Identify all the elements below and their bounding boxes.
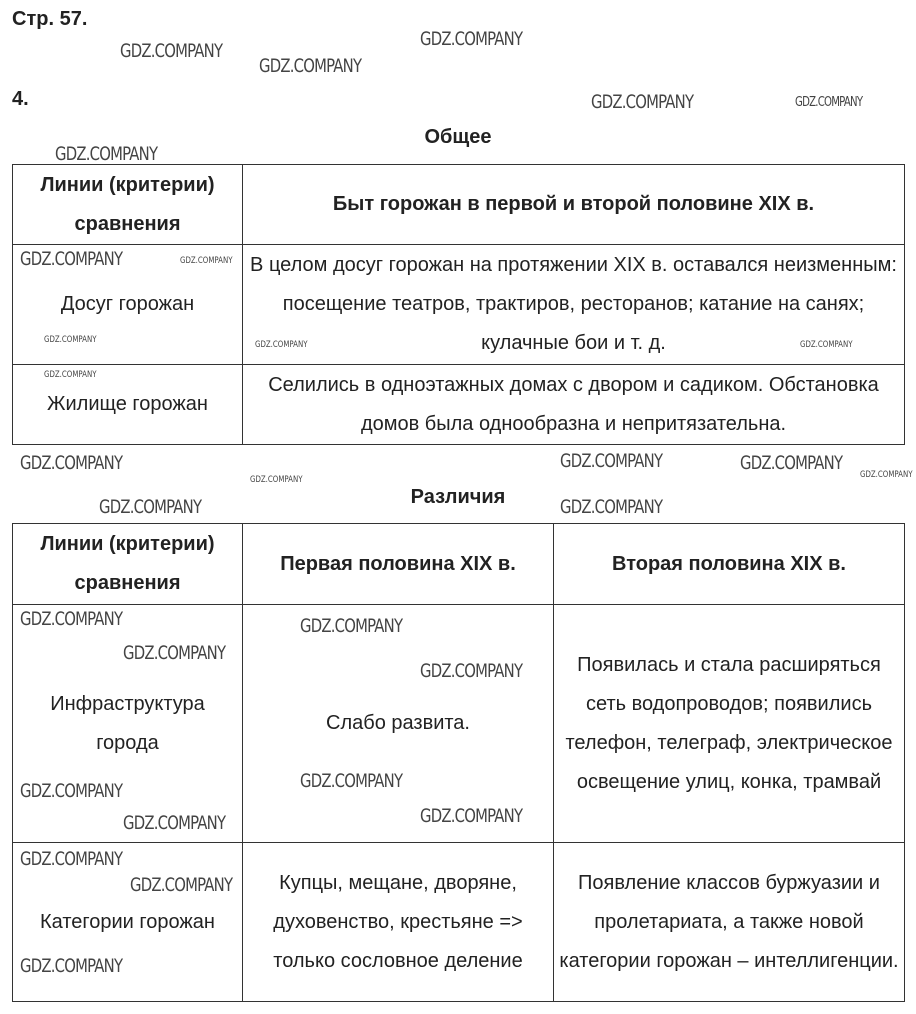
value-cell: Купцы, мещане, дворяне, духовенство, крестьяне => только сословное деление (243, 843, 554, 1002)
watermark: GDZ.COMPANY (259, 55, 362, 77)
watermark: GDZ.COMPANY (800, 340, 853, 350)
watermark: GDZ.COMPANY (130, 874, 233, 896)
value-cell: В целом досуг горожан на протяжении XIX в. оставался неизменным: посещение театров, трактиров, ресторанов; катание на санях; кулачные бои и т. д. (243, 245, 905, 365)
watermark: GDZ.COMPANY (860, 470, 913, 480)
watermark: GDZ.COMPANY (20, 608, 123, 630)
differences-table (12, 523, 905, 1002)
table-row (13, 605, 905, 843)
watermark: GDZ.COMPANY (420, 805, 523, 827)
watermark: GDZ.COMPANY (795, 95, 863, 110)
common-title: Общее (424, 126, 492, 148)
watermark: GDZ.COMPANY (420, 28, 523, 50)
watermark: GDZ.COMPANY (420, 660, 523, 682)
watermark: GDZ.COMPANY (20, 955, 123, 977)
table-header-row (13, 524, 905, 605)
task-number: 4. (12, 88, 29, 110)
watermark: GDZ.COMPANY (44, 370, 97, 380)
watermark: GDZ.COMPANY (20, 248, 123, 270)
differences-title: Различия (410, 486, 506, 508)
watermark: GDZ.COMPANY (300, 615, 403, 637)
criterion-cell: Жилище горожан (13, 365, 243, 445)
watermark: GDZ.COMPANY (180, 256, 233, 266)
watermark: GDZ.COMPANY (20, 452, 123, 474)
watermark: GDZ.COMPANY (44, 335, 97, 345)
watermark: GDZ.COMPANY (250, 475, 303, 485)
watermark: GDZ.COMPANY (123, 642, 226, 664)
watermark: GDZ.COMPANY (740, 452, 843, 474)
watermark: GDZ.COMPANY (560, 450, 663, 472)
header-cell: Первая половина XIX в. (243, 524, 554, 605)
table-row (13, 843, 905, 1002)
table-header-row (13, 165, 905, 245)
header-cell: Линии (критерии) сравнения (13, 165, 243, 245)
watermark: GDZ.COMPANY (120, 40, 223, 62)
header-cell: Линии (критерии) сравнения (13, 524, 243, 605)
watermark: GDZ.COMPANY (55, 143, 158, 165)
value-cell: Слабо развита. (243, 605, 554, 843)
page-label: Стр. 57. (12, 8, 88, 30)
watermark: GDZ.COMPANY (255, 340, 308, 350)
watermark: GDZ.COMPANY (560, 496, 663, 518)
value-cell: Селились в одноэтажных домах с двором и садиком. Обстановка домов была однообразна и непритязательна. (243, 365, 905, 445)
criterion-cell: Инфраструктура города (13, 605, 243, 843)
value-cell: Появилась и стала расширяться сеть водопроводов; появились телефон, телеграф, электрическое освещение улиц, конка, трамвай (554, 605, 905, 843)
watermark: GDZ.COMPANY (20, 780, 123, 802)
table-row (13, 365, 905, 445)
value-cell: Появление классов буржуазии и пролетариата, а также новой категории горожан – интеллигенции. (554, 843, 905, 1002)
watermark: GDZ.COMPANY (99, 496, 202, 518)
watermark: GDZ.COMPANY (300, 770, 403, 792)
table-row (13, 245, 905, 365)
watermark: GDZ.COMPANY (20, 848, 123, 870)
criterion-cell: Досуг горожан (13, 245, 243, 365)
header-cell: Вторая половина XIX в. (554, 524, 905, 605)
watermark: GDZ.COMPANY (591, 91, 694, 113)
watermark: GDZ.COMPANY (123, 812, 226, 834)
criterion-cell: Категории горожан (13, 843, 243, 1002)
common-table (12, 164, 905, 445)
header-cell: Быт горожан в первой и второй половине XIX в. (243, 165, 905, 245)
